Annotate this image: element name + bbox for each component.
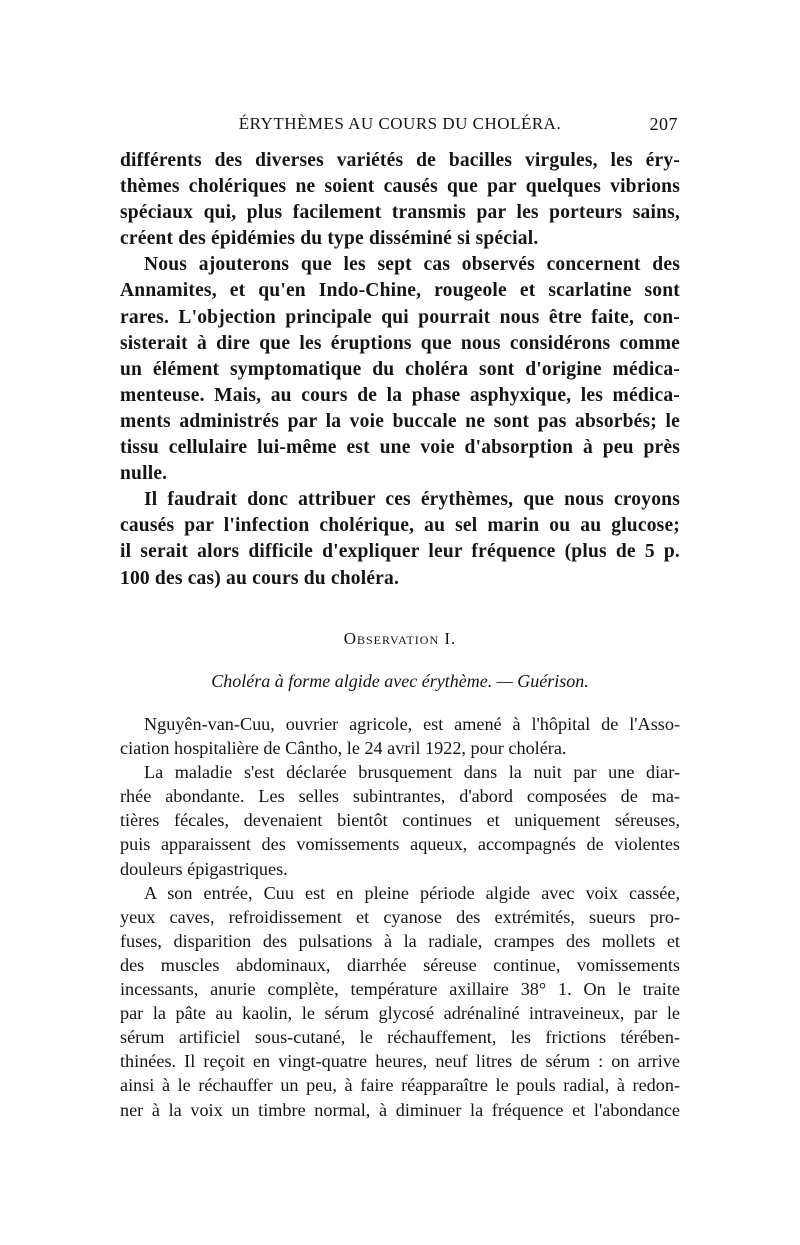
text-line: des muscles abdominaux, diarrhée séreuse continue, vomissements bbox=[120, 954, 680, 975]
text-line: ainsi à le réchauffer un peu, à faire réapparaître le pouls radial, à redon- bbox=[120, 1075, 680, 1096]
running-header bbox=[120, 114, 680, 140]
text-line: incessants, anurie complète, température axillaire 38° 1. On le traite bbox=[120, 979, 680, 1000]
text-line: 100 des cas) au cours du choléra. bbox=[120, 567, 400, 589]
text-line: Il faudrait donc attribuer ces érythèmes, que nous croyons bbox=[144, 489, 680, 511]
text-line: Nous ajouterons que les sept cas observés concernent des bbox=[144, 254, 680, 276]
text-line: un élément symptomatique du choléra sont d'origine médica- bbox=[120, 358, 680, 380]
text-line: thinées. Il reçoit en vingt-quatre heures, neuf litres de sérum : on arrive bbox=[120, 1051, 680, 1072]
text-line: tières fécales, devenaient bientôt continues et uniquement séreuses, bbox=[120, 810, 680, 831]
text-line: Annamites, et qu'en Indo-Chine, rougeole et scarlatine sont bbox=[120, 280, 680, 302]
page-number: 207 bbox=[649, 114, 678, 134]
text-line: thèmes cholériques ne soient causés que par quelques vibrions bbox=[120, 176, 680, 198]
text-line: ments administrés par la voie buccale ne sont pas absorbés; le bbox=[120, 410, 680, 432]
observation-heading: Observation I. bbox=[343, 629, 457, 648]
text-line: créent des épidémies du type disséminé si spécial. bbox=[120, 228, 539, 250]
text-line: menteuse. Mais, au cours de la phase asphyxique, les médica- bbox=[120, 384, 680, 406]
running-title: ÉRYTHÈMES AU COURS DU CHOLÉRA. bbox=[238, 114, 562, 133]
text-line: différents des diverses variétés de bacilles virgules, les éry- bbox=[120, 150, 680, 171]
text-line: spéciaux qui, plus facilement transmis par les porteurs sains, bbox=[120, 202, 680, 224]
text-line: A son entrée, Cuu est en pleine période algide avec voix cassée, bbox=[144, 882, 680, 903]
text-line: il serait alors difficile d'expliquer leur fréquence (plus de 5 p. bbox=[120, 541, 680, 563]
body-text bbox=[120, 148, 680, 592]
text-line: causés par l'infection cholérique, au sel marin ou au glucose; bbox=[120, 515, 680, 537]
text-line: sérum artificiel sous-cutané, le réchauffement, les frictions térében- bbox=[120, 1027, 680, 1048]
text-line: sisterait à dire que les éruptions que nous considérons comme bbox=[120, 332, 680, 354]
text-line: yeux caves, refroidissement et cyanose des extrémités, sueurs pro- bbox=[120, 906, 680, 927]
text-line: nulle. bbox=[120, 463, 168, 485]
text-line: rhée abondante. Les selles subintrantes, d'abord composées de ma- bbox=[120, 786, 680, 807]
text-line: ner à la voix un timbre normal, à diminuer la fréquence et l'abondance bbox=[120, 1099, 680, 1120]
text-line: Nguyên-van-Cuu, ouvrier agricole, est amené à l'hôpital de l'Asso- bbox=[144, 714, 680, 734]
text-line: puis apparaissent des vomissements aqueux, accompagnés de violentes bbox=[120, 834, 680, 855]
text-line: douleurs épigastriques. bbox=[120, 858, 288, 879]
text-line: ciation hospitalière de Cântho, le 24 avril 1922, pour choléra. bbox=[120, 738, 567, 759]
text-line: par la pâte au kaolin, le sérum glycosé adrénaliné intraveineux, par le bbox=[120, 1003, 680, 1024]
observation-subtitle: Choléra à forme algide avec érythème. — Guérison. bbox=[211, 671, 589, 691]
text-line: tissu cellulaire lui-même est une voie d'absorption à peu près bbox=[120, 437, 680, 459]
text-line: La maladie s'est déclarée brusquement dans la nuit par une diar- bbox=[144, 762, 680, 783]
text-line: rares. L'objection principale qui pourrait nous être faite, con- bbox=[120, 306, 680, 328]
case-report-text bbox=[120, 712, 680, 1122]
text-line: fuses, disparition des pulsations à la radiale, crampes des mollets et bbox=[120, 930, 680, 951]
